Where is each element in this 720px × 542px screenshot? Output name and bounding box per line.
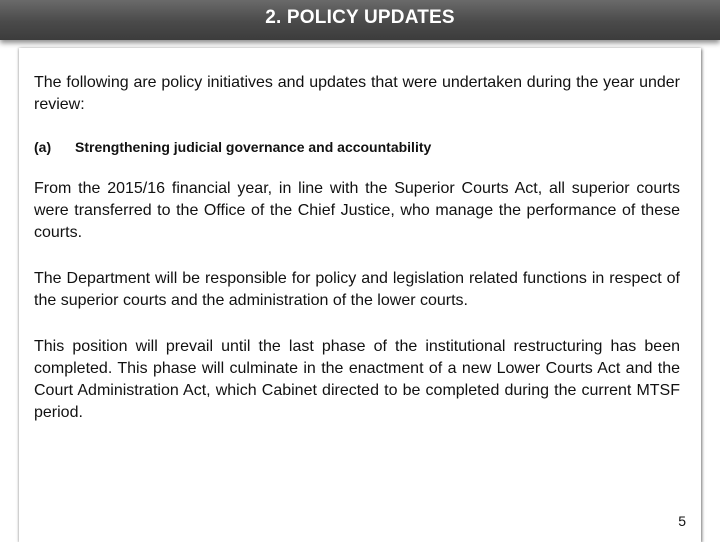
page-title: 2. POLICY UPDATES — [265, 7, 455, 28]
body-paragraph: This position will prevail until the last phase of the institutional restructuring has been completed. This phase will culminate in the enactment of a new Lower Courts Act and the Court Administration Act, which Cabinet directed to be completed during the current MTSF period. — [34, 338, 680, 421]
title-bar — [0, 0, 720, 40]
slide-content — [34, 72, 680, 448]
subheading-marker: (a) — [34, 139, 52, 155]
body-paragraph: From the 2015/16 financial year, in line with the Superior Courts Act, all superior courts were transferred to the Office of the Chief Justice, who manage the performance of these courts. — [34, 180, 680, 241]
body-paragraph: The Department will be responsible for policy and legislation related functions in respect of the superior courts and the administration of the lower courts. — [34, 270, 680, 309]
subheading-text: Strengthening judicial governance and accountability — [75, 139, 432, 155]
intro-paragraph: The following are policy initiatives and updates that were undertaken during the year under review: — [34, 74, 680, 113]
section-subheading — [34, 137, 680, 157]
page-number: 5 — [678, 513, 686, 529]
